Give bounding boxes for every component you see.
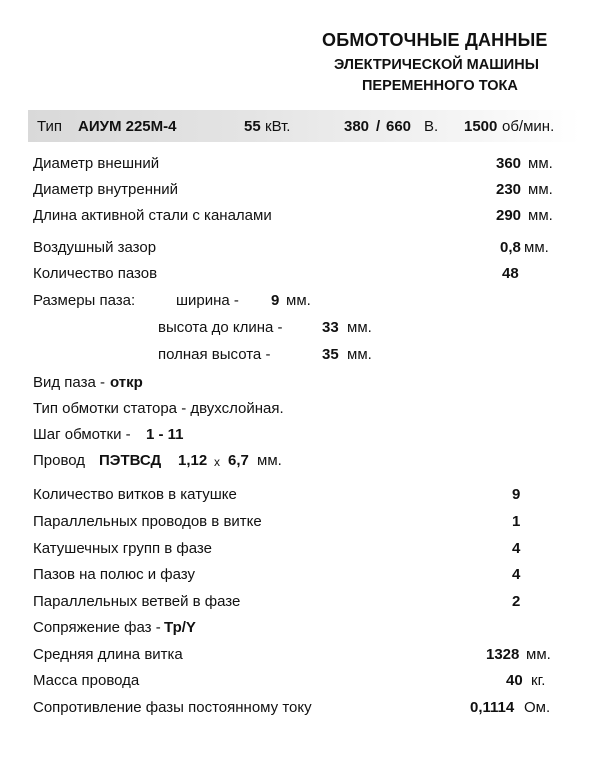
coil-data-value: 4 [512,566,521,583]
misc-value: 40 [506,672,523,689]
coil-data-label: Катушечных групп в фазе [33,540,212,557]
misc-label: Средняя длина витка [33,646,183,663]
winding-pitch-label: Шаг обмотки - [33,426,131,443]
wire-type: ПЭТВСД [99,452,162,469]
coil-data-value: 4 [512,540,521,557]
slot-width-label: ширина - [176,292,239,309]
stator-winding-type: Тип обмотки статора - двухслойная. [33,400,284,417]
misc-label: Сопротивление фазы постоянному току [33,699,312,716]
dimension-unit: мм. [524,239,549,256]
slot-full-unit: мм. [347,346,372,363]
wire-dim-1: 1,12 [178,452,208,469]
coil-data-value: 1 [512,513,521,530]
wire-dim-x: х [214,455,220,469]
misc-label: Масса провода [33,672,140,689]
slot-size-label: Размеры паза: [33,292,136,309]
dimension-label: Диаметр внешний [33,155,160,172]
misc-unit: кг. [531,672,546,689]
speed-unit: об/мин. [502,118,555,135]
misc-unit: мм. [526,646,551,663]
slot-width-value: 9 [271,292,280,309]
misc-value: 1328 [486,646,520,663]
doc-title: ОБМОТОЧНЫЕ ДАННЫЕ [322,30,548,50]
dimension-value: 290 [496,207,522,224]
voltage-separator: / [376,118,381,135]
slot-wedge-value: 33 [322,319,339,336]
doc-subtitle-1: ЭЛЕКТРИЧЕСКОЙ МАШИНЫ [334,57,539,73]
type-value: АИУМ 225М-4 [78,118,177,135]
dimension-value: 0,8 [500,239,521,256]
doc-subtitle-2: ПЕРЕМЕННОГО ТОКА [362,78,518,94]
dimension-unit: мм. [528,207,553,224]
dimension-label: Воздушный зазор [33,239,157,256]
phase-connection-label: Сопряжение фаз - [33,619,161,636]
phase-connection-value: Тр/Y [164,619,196,636]
slot-full-label: полная высота - [158,346,271,363]
coil-data-label: Параллельных ветвей в фазе [33,593,241,610]
dimension-value: 360 [496,155,522,172]
coil-data-label: Количество витков в катушке [33,486,237,503]
slot-type-value: откр [110,374,143,391]
slot-wedge-unit: мм. [347,319,372,336]
coil-data-value: 9 [512,486,521,503]
misc-value: 0,1114 [470,699,515,716]
power-value: 55 [244,118,261,135]
dimension-value: 48 [502,265,519,282]
voltage-2: 660 [386,118,412,135]
wire-dim-2: 6,7 [228,452,249,469]
power-unit: кВт. [265,118,291,135]
wire-unit: мм. [257,452,282,469]
type-label: Тип [37,118,63,135]
coil-data-label: Пазов на полюс и фазу [33,566,196,583]
dimension-unit: мм. [528,155,553,172]
voltage-unit: В. [424,118,439,135]
misc-unit: Ом. [524,699,551,716]
slot-full-value: 35 [322,346,339,363]
dimension-label: Диаметр внутренний [33,181,179,198]
dimension-unit: мм. [528,181,553,198]
winding-pitch-value: 1 - 11 [146,426,184,443]
coil-data-label: Параллельных проводов в витке [33,513,262,530]
speed-value: 1500 [464,118,498,135]
slot-wedge-label: высота до клина - [158,319,283,336]
dimension-label: Длина активной стали с каналами [33,207,272,224]
dimension-value: 230 [496,181,522,198]
wire-label: Провод [33,452,86,469]
slot-width-unit: мм. [286,292,311,309]
dimension-label: Количество пазов [33,265,158,282]
coil-data-value: 2 [512,593,521,610]
slot-type-label: Вид паза - [33,374,105,391]
voltage-1: 380 [344,118,370,135]
